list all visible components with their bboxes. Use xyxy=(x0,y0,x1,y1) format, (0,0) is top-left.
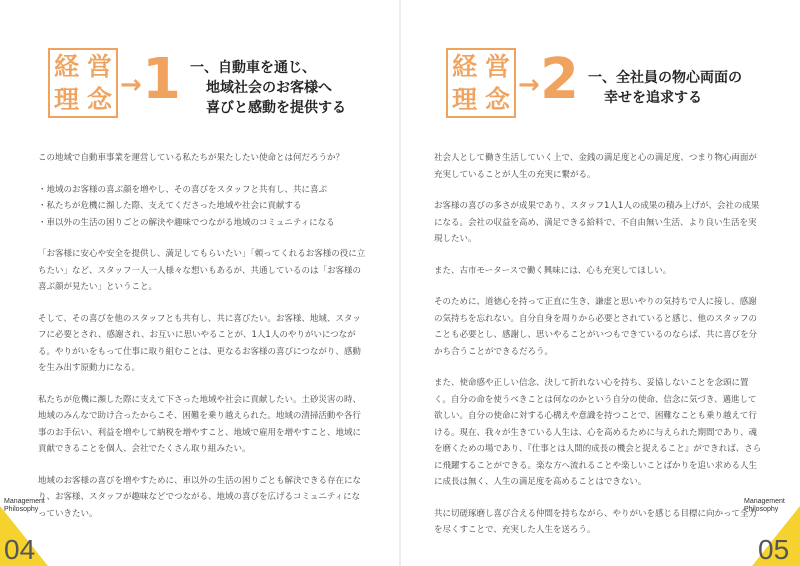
list-item: ・ 私たちが危機に瀕した際、支えてくださった地域や社会に貢献する xyxy=(38,198,366,215)
management-philosophy-badge xyxy=(48,48,118,118)
principle-number: 1 xyxy=(142,47,181,112)
badge-char: 理 xyxy=(451,85,477,114)
principle-body xyxy=(38,150,366,537)
paragraph: そのために、道徳心を持って正直に生き、謙虚と思いやりの気持ちで人に接し、感謝の気持ちを忘れない。自分自身を周りから必要とされていると感じ、他のスタッフのことも必要とし、感謝し、思いやることがいつもできているのならば、共に喜びを分かち合うことができるだろう。 xyxy=(434,297,758,357)
badge-char: 営 xyxy=(484,52,510,81)
principle-heading xyxy=(190,58,346,118)
heading-line: 一、全社員の物心両面の xyxy=(588,70,742,86)
page-corner-tab xyxy=(0,496,48,566)
badge-char: 念 xyxy=(484,85,510,114)
management-philosophy-badge xyxy=(446,48,516,118)
paragraph: 社会人として働き生活していく上で、金銭の満足度と心の満足度、つまり物心両面が充実していることが人生の充実に繋がる。 xyxy=(434,153,757,180)
corner-label xyxy=(744,498,785,514)
badge-char: 営 xyxy=(86,52,112,81)
arrow-icon: → xyxy=(120,70,142,100)
paragraph: 共に切磋琢磨し喜び合える仲間を持ちながら、やりがいを感じる目標に向かって全力を尽くすことで、充実した人生を送ろう。 xyxy=(434,508,758,535)
page-number: 05 xyxy=(758,534,790,565)
heading-line: 一、自動車を通じ、 xyxy=(190,60,316,76)
paragraph: 「お客様に安心や安全を提供し、満足してもらいたい」「頼ってくれるお客様の役に立ちたい」など、スタッフ一人一人様々な想いもあるが、共通しているのは「お客様の喜ぶ顔が見たい」ということ。 xyxy=(38,249,366,292)
list-item: ・ 車以外の生活の困りごとの解決や趣味でつながる地域のコミュニティになる xyxy=(38,215,366,232)
badge-char: 経 xyxy=(53,52,79,81)
principle-heading xyxy=(588,68,742,108)
list-item: ・ 地域のお客様の喜ぶ顔を増やし、その喜びをスタッフと共有し、共に喜ぶ xyxy=(38,182,366,199)
heading-line: 地域社会のお客様へ xyxy=(206,80,332,96)
paragraph: そして、その喜びを他のスタッフとも共有し、共に喜びたい。お客様、地域、スタッフに必要とされ、感謝され、お互いに思いやることが、1人1人のやりがいにつながる。やりがいをもって仕事に取り組むことは、更なるお客様の喜びにつながり、感動を生み出す原動力になる。 xyxy=(38,313,361,373)
mission-list xyxy=(38,182,366,232)
heading-line: 幸せを追求する xyxy=(604,90,702,106)
right-page xyxy=(400,0,800,566)
paragraph: お客様の喜びの多さが成果であり、スタッフ1人1人の成果の積み上げが、会社の成果になる。会社の収益を高め、満足できる給料で、不自由無い生活、より良い生活を実現したい。 xyxy=(434,201,760,244)
principle-number: 2 xyxy=(540,47,579,112)
page-corner-tab xyxy=(744,496,800,566)
corner-label xyxy=(4,498,45,514)
paragraph: また、使命感や正しい信念、決して折れない心を持ち、妥協しないことを念頭に置く。自分の命を使うべきことは何なのかという自分の使命、信念に気づき、邁進して欲しい。自分の使命に対する心構えや意識を持つことで、困難なことも乗り越えて行ける。現在、我々が生きている人生は、心を高めるために与えられた期間であり、魂を磨くための場であり、『仕事とは人間的成長の機会と捉えること』ができれば、さらに飛躍することができる。楽な方へ流れることや楽しいことばかりを追い求める人生に成長は無く、人生の満足度を高めることはできない。 xyxy=(434,378,762,487)
heading-line: 喜びと感動を提供する xyxy=(206,100,346,116)
corner-label-line: Management xyxy=(4,498,45,505)
page-number: 04 xyxy=(4,534,36,565)
paragraph: また、古市モータースで働く興味には、心も充実してほしい。 xyxy=(434,265,672,276)
arrow-icon: → xyxy=(518,70,540,100)
paragraph: 私たちが危機に瀕した際に支えて下さった地域や社会に貢献したい。土砂災害の時、地域のみんなで助け合ったからこそ、困難を乗り越えられた。地域の清掃活動や各行事のお手伝い、利益を増やして納税を増やすこと、地域で雇用を増やすこと、地域に貢献できることを個人、会社でたくさん取り組みたい。 xyxy=(38,394,362,454)
corner-label-line: Philosophy xyxy=(4,506,39,513)
principle-body xyxy=(434,150,762,554)
corner-label-line: Management xyxy=(744,498,785,505)
corner-label-line: Philosophy xyxy=(744,506,779,513)
badge-char: 念 xyxy=(86,85,112,114)
badge-char: 経 xyxy=(451,52,477,81)
badge-char: 理 xyxy=(53,85,79,114)
intro-text: この地域で自動車事業を運営している私たちが果たしたい使命とは何だろうか？ xyxy=(38,153,345,163)
paragraph: 地域のお客様の喜びを増やすために、車以外の生活の困りごとも解決できる存在になり、お客様、スタッフが趣味などでつながる、地域の喜びを広げるコミュニティになっていきたい。 xyxy=(38,475,362,519)
